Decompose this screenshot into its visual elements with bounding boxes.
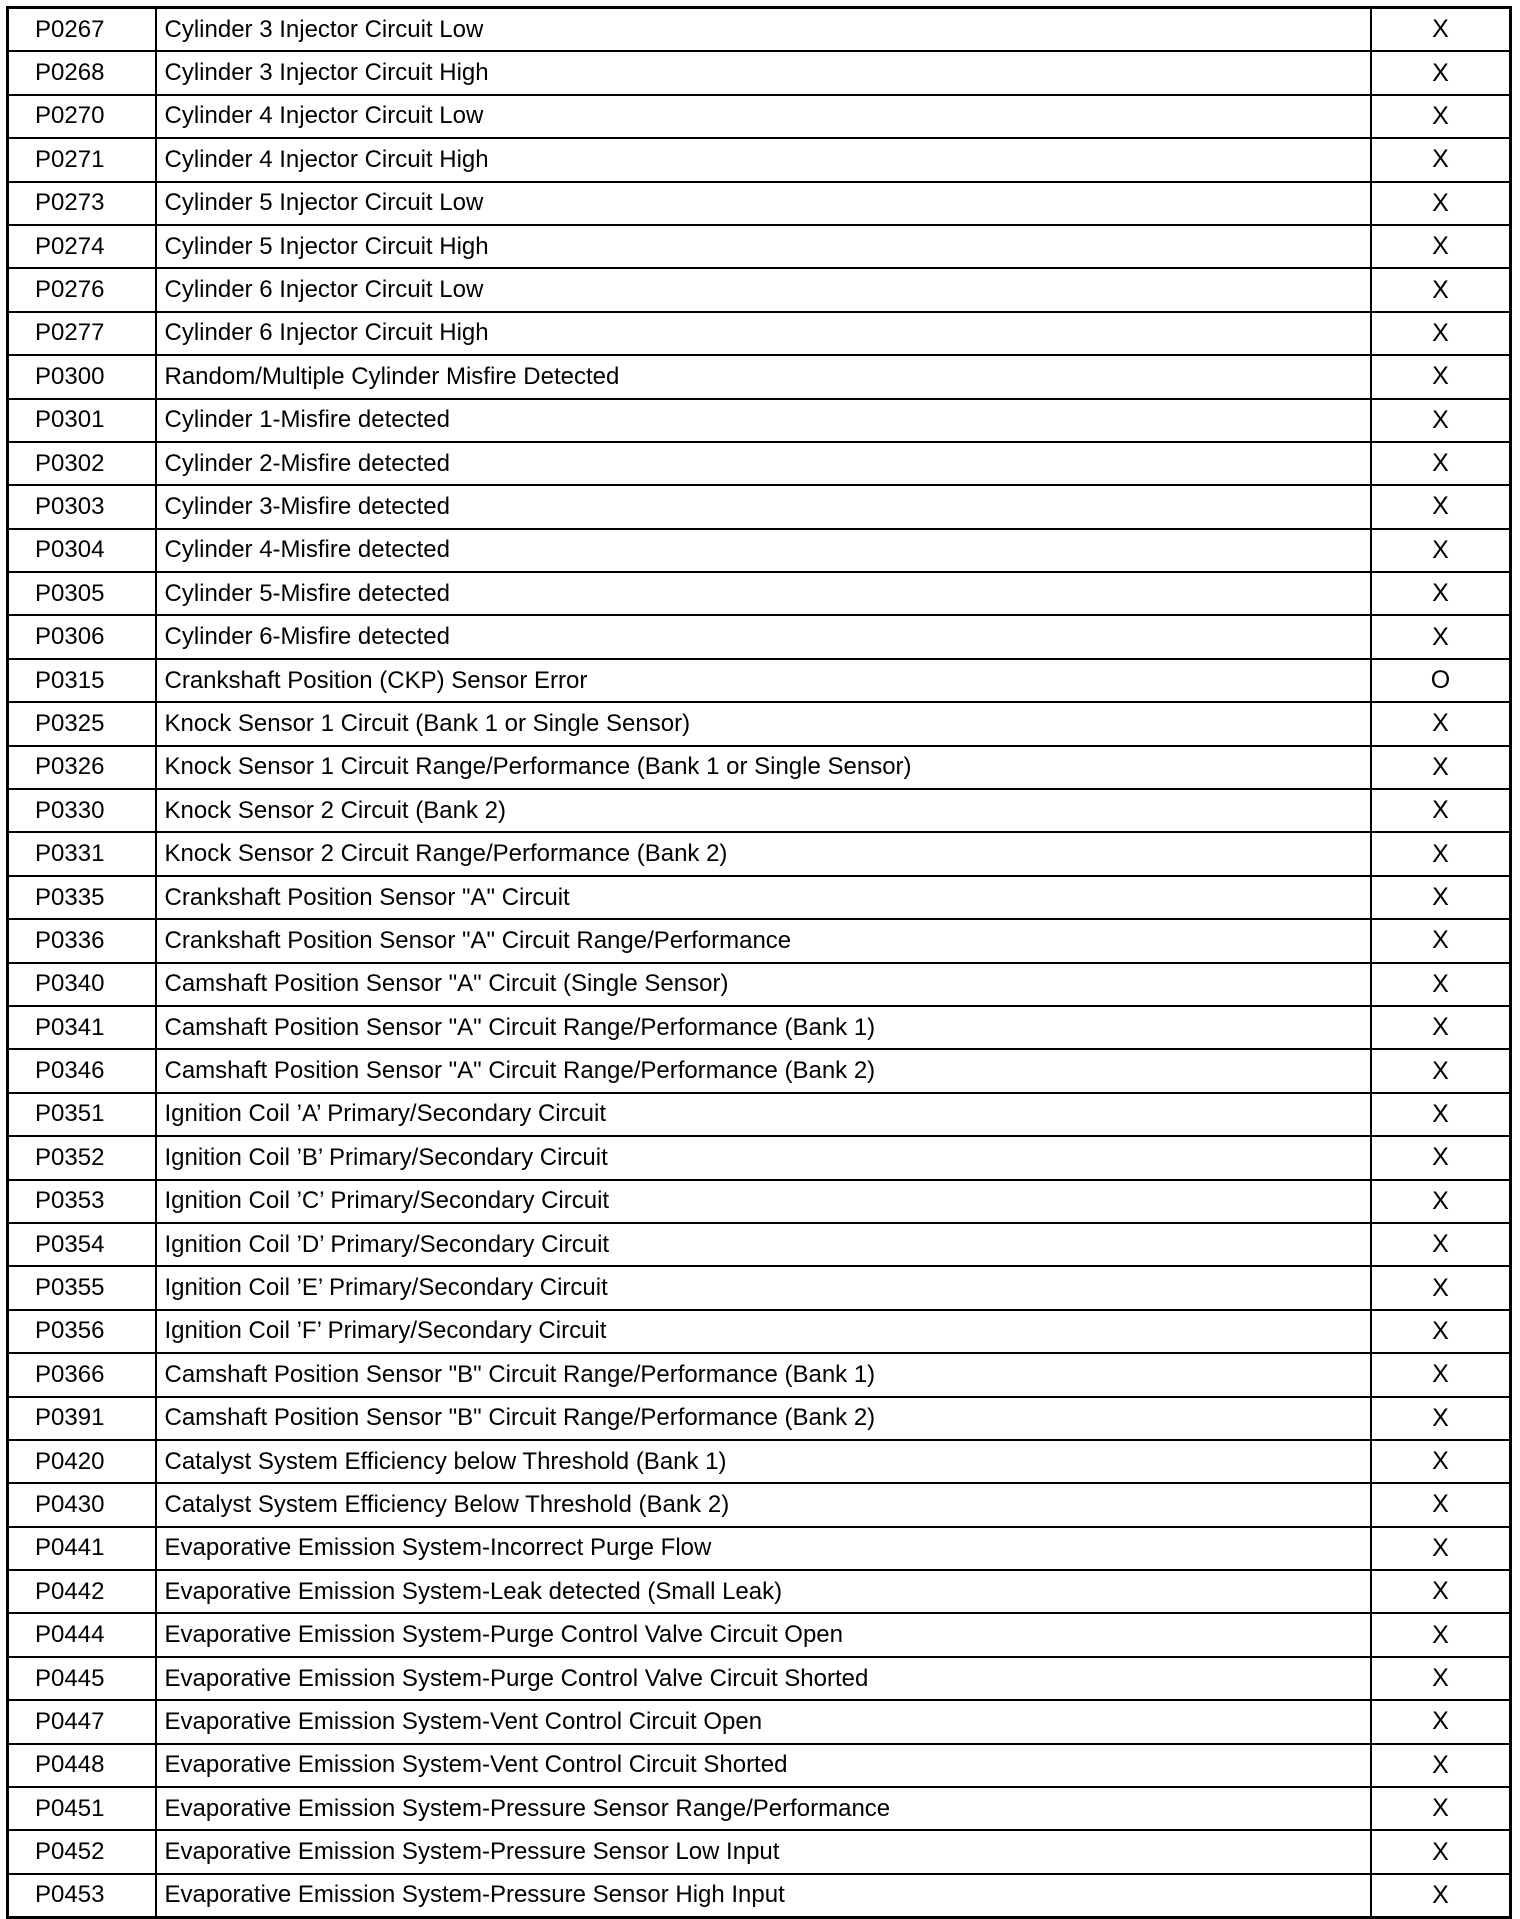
dtc-table-body (8, 8, 1511, 1918)
dtc-description-cell: Cylinder 6 Injector Circuit High (156, 312, 1372, 355)
dtc-description-cell: Ignition Coil ’B’ Primary/Secondary Circuit (156, 1136, 1372, 1179)
dtc-description-cell: Knock Sensor 1 Circuit (Bank 1 or Single Sensor) (156, 702, 1372, 745)
table-row (8, 1093, 1511, 1136)
table-row (8, 1483, 1511, 1526)
table-row (8, 1180, 1511, 1223)
table-row (8, 1830, 1511, 1873)
dtc-mark-cell: X (1371, 1223, 1511, 1266)
dtc-code-cell: P0356 (8, 1310, 156, 1353)
dtc-mark-cell: X (1371, 789, 1511, 832)
dtc-description-cell: Cylinder 4-Misfire detected (156, 529, 1372, 572)
dtc-code-cell: P0441 (8, 1527, 156, 1570)
dtc-description-cell: Camshaft Position Sensor "A" Circuit (Single Sensor) (156, 963, 1372, 1006)
dtc-code-cell: P0305 (8, 572, 156, 615)
table-row (8, 1700, 1511, 1743)
dtc-description-cell: Cylinder 3-Misfire detected (156, 485, 1372, 528)
dtc-mark-cell: X (1371, 355, 1511, 398)
table-row (8, 1570, 1511, 1613)
dtc-code-cell: P0335 (8, 876, 156, 919)
table-row (8, 95, 1511, 138)
dtc-code-cell: P0315 (8, 659, 156, 702)
dtc-code-cell: P0346 (8, 1049, 156, 1092)
dtc-description-cell: Cylinder 6-Misfire detected (156, 615, 1372, 658)
dtc-code-cell: P0447 (8, 1700, 156, 1743)
dtc-description-cell: Crankshaft Position (CKP) Sensor Error (156, 659, 1372, 702)
dtc-description-cell: Ignition Coil ’A’ Primary/Secondary Circuit (156, 1093, 1372, 1136)
dtc-description-cell: Evaporative Emission System-Vent Control Circuit Open (156, 1700, 1372, 1743)
table-row (8, 1613, 1511, 1656)
dtc-description-cell: Cylinder 3 Injector Circuit Low (156, 8, 1372, 52)
dtc-code-cell: P0270 (8, 95, 156, 138)
dtc-mark-cell: X (1371, 182, 1511, 225)
dtc-mark-cell: X (1371, 138, 1511, 181)
table-row (8, 1006, 1511, 1049)
dtc-mark-cell: X (1371, 51, 1511, 94)
dtc-code-cell: P0325 (8, 702, 156, 745)
dtc-description-cell: Evaporative Emission System-Pressure Sensor Range/Performance (156, 1787, 1372, 1830)
dtc-code-cell: P0430 (8, 1483, 156, 1526)
table-row (8, 1049, 1511, 1092)
dtc-mark-cell: X (1371, 746, 1511, 789)
table-row (8, 8, 1511, 52)
table-row (8, 1266, 1511, 1309)
dtc-description-cell: Knock Sensor 1 Circuit Range/Performance (Bank 1 or Single Sensor) (156, 746, 1372, 789)
dtc-description-cell: Knock Sensor 2 Circuit Range/Performance (Bank 2) (156, 832, 1372, 875)
dtc-mark-cell: O (1371, 659, 1511, 702)
dtc-code-cell: P0354 (8, 1223, 156, 1266)
dtc-mark-cell: X (1371, 919, 1511, 962)
dtc-mark-cell: X (1371, 225, 1511, 268)
dtc-mark-cell: X (1371, 1613, 1511, 1656)
dtc-mark-cell: X (1371, 963, 1511, 1006)
dtc-code-cell: P0306 (8, 615, 156, 658)
table-row (8, 919, 1511, 962)
dtc-mark-cell: X (1371, 1006, 1511, 1049)
dtc-code-cell: P0302 (8, 442, 156, 485)
dtc-description-cell: Evaporative Emission System-Vent Control Circuit Shorted (156, 1744, 1372, 1787)
dtc-mark-cell: X (1371, 8, 1511, 52)
dtc-description-cell: Catalyst System Efficiency below Threshold (Bank 1) (156, 1440, 1372, 1483)
dtc-description-cell: Camshaft Position Sensor "A" Circuit Range/Performance (Bank 1) (156, 1006, 1372, 1049)
table-row (8, 746, 1511, 789)
dtc-mark-cell: X (1371, 1310, 1511, 1353)
dtc-mark-cell: X (1371, 1440, 1511, 1483)
table-row (8, 51, 1511, 94)
table-row (8, 1787, 1511, 1830)
table-row (8, 485, 1511, 528)
dtc-code-cell: P0330 (8, 789, 156, 832)
dtc-mark-cell: X (1371, 1527, 1511, 1570)
table-row (8, 1440, 1511, 1483)
table-row (8, 268, 1511, 311)
dtc-mark-cell: X (1371, 268, 1511, 311)
dtc-description-cell: Cylinder 4 Injector Circuit High (156, 138, 1372, 181)
table-row (8, 1223, 1511, 1266)
table-row (8, 572, 1511, 615)
table-row (8, 702, 1511, 745)
dtc-code-cell: P0304 (8, 529, 156, 572)
dtc-mark-cell: X (1371, 876, 1511, 919)
dtc-mark-cell: X (1371, 615, 1511, 658)
table-row (8, 963, 1511, 1006)
dtc-description-cell: Ignition Coil ’F’ Primary/Secondary Circuit (156, 1310, 1372, 1353)
dtc-code-cell: P0355 (8, 1266, 156, 1309)
dtc-description-cell: Cylinder 1-Misfire detected (156, 399, 1372, 442)
table-row (8, 182, 1511, 225)
table-row (8, 1657, 1511, 1700)
dtc-description-cell: Crankshaft Position Sensor "A" Circuit Range/Performance (156, 919, 1372, 962)
table-row (8, 442, 1511, 485)
dtc-mark-cell: X (1371, 1874, 1511, 1918)
dtc-description-cell: Evaporative Emission System-Incorrect Purge Flow (156, 1527, 1372, 1570)
table-row (8, 832, 1511, 875)
dtc-mark-cell: X (1371, 442, 1511, 485)
dtc-mark-cell: X (1371, 1700, 1511, 1743)
dtc-mark-cell: X (1371, 399, 1511, 442)
dtc-mark-cell: X (1371, 529, 1511, 572)
dtc-description-cell: Cylinder 4 Injector Circuit Low (156, 95, 1372, 138)
dtc-description-cell: Cylinder 5 Injector Circuit Low (156, 182, 1372, 225)
dtc-mark-cell: X (1371, 832, 1511, 875)
dtc-mark-cell: X (1371, 1657, 1511, 1700)
dtc-code-cell: P0352 (8, 1136, 156, 1179)
dtc-mark-cell: X (1371, 1093, 1511, 1136)
dtc-description-cell: Evaporative Emission System-Purge Control Valve Circuit Shorted (156, 1657, 1372, 1700)
dtc-code-cell: P0326 (8, 746, 156, 789)
dtc-description-cell: Cylinder 3 Injector Circuit High (156, 51, 1372, 94)
dtc-mark-cell: X (1371, 1787, 1511, 1830)
dtc-description-cell: Knock Sensor 2 Circuit (Bank 2) (156, 789, 1372, 832)
dtc-description-cell: Evaporative Emission System-Purge Control Valve Circuit Open (156, 1613, 1372, 1656)
dtc-mark-cell: X (1371, 1483, 1511, 1526)
dtc-code-cell: P0340 (8, 963, 156, 1006)
table-row (8, 789, 1511, 832)
dtc-description-cell: Cylinder 2-Misfire detected (156, 442, 1372, 485)
dtc-mark-cell: X (1371, 1180, 1511, 1223)
table-row (8, 355, 1511, 398)
dtc-code-cell: P0303 (8, 485, 156, 528)
dtc-description-cell: Camshaft Position Sensor "B" Circuit Range/Performance (Bank 2) (156, 1397, 1372, 1440)
table-row (8, 225, 1511, 268)
dtc-mark-cell: X (1371, 1830, 1511, 1873)
dtc-description-cell: Camshaft Position Sensor "B" Circuit Range/Performance (Bank 1) (156, 1353, 1372, 1396)
dtc-description-cell: Crankshaft Position Sensor "A" Circuit (156, 876, 1372, 919)
dtc-code-cell: P0274 (8, 225, 156, 268)
dtc-mark-cell: X (1371, 1744, 1511, 1787)
dtc-mark-cell: X (1371, 572, 1511, 615)
dtc-code-cell: P0420 (8, 1440, 156, 1483)
table-row (8, 1353, 1511, 1396)
dtc-code-cell: P0277 (8, 312, 156, 355)
dtc-code-cell: P0444 (8, 1613, 156, 1656)
table-row (8, 659, 1511, 702)
dtc-code-cell: P0300 (8, 355, 156, 398)
dtc-code-cell: P0353 (8, 1180, 156, 1223)
dtc-mark-cell: X (1371, 1397, 1511, 1440)
dtc-code-cell: P0273 (8, 182, 156, 225)
dtc-code-cell: P0453 (8, 1874, 156, 1918)
dtc-mark-cell: X (1371, 702, 1511, 745)
dtc-code-cell: P0276 (8, 268, 156, 311)
dtc-mark-cell: X (1371, 1049, 1511, 1092)
dtc-mark-cell: X (1371, 1570, 1511, 1613)
dtc-mark-cell: X (1371, 1353, 1511, 1396)
table-row (8, 1527, 1511, 1570)
dtc-description-cell: Evaporative Emission System-Pressure Sensor Low Input (156, 1830, 1372, 1873)
dtc-description-cell: Cylinder 5 Injector Circuit High (156, 225, 1372, 268)
dtc-mark-cell: X (1371, 1136, 1511, 1179)
dtc-code-cell: P0445 (8, 1657, 156, 1700)
dtc-code-cell: P0366 (8, 1353, 156, 1396)
dtc-code-cell: P0267 (8, 8, 156, 52)
dtc-code-cell: P0268 (8, 51, 156, 94)
table-row (8, 1397, 1511, 1440)
table-row (8, 1136, 1511, 1179)
dtc-description-cell: Cylinder 6 Injector Circuit Low (156, 268, 1372, 311)
dtc-code-cell: P0448 (8, 1744, 156, 1787)
dtc-description-cell: Catalyst System Efficiency Below Threshold (Bank 2) (156, 1483, 1372, 1526)
dtc-code-cell: P0336 (8, 919, 156, 962)
dtc-code-cell: P0271 (8, 138, 156, 181)
dtc-code-cell: P0451 (8, 1787, 156, 1830)
dtc-code-cell: P0452 (8, 1830, 156, 1873)
table-row (8, 1310, 1511, 1353)
dtc-code-cell: P0442 (8, 1570, 156, 1613)
dtc-description-cell: Ignition Coil ’D’ Primary/Secondary Circuit (156, 1223, 1372, 1266)
table-row (8, 1744, 1511, 1787)
dtc-code-cell: P0351 (8, 1093, 156, 1136)
dtc-code-cell: P0301 (8, 399, 156, 442)
table-row (8, 1874, 1511, 1918)
dtc-table (6, 6, 1512, 1919)
dtc-code-cell: P0391 (8, 1397, 156, 1440)
table-row (8, 399, 1511, 442)
dtc-mark-cell: X (1371, 95, 1511, 138)
dtc-mark-cell: X (1371, 312, 1511, 355)
dtc-description-cell: Evaporative Emission System-Pressure Sensor High Input (156, 1874, 1372, 1918)
dtc-code-cell: P0331 (8, 832, 156, 875)
dtc-description-cell: Cylinder 5-Misfire detected (156, 572, 1372, 615)
dtc-description-cell: Random/Multiple Cylinder Misfire Detected (156, 355, 1372, 398)
dtc-description-cell: Ignition Coil ’E’ Primary/Secondary Circuit (156, 1266, 1372, 1309)
table-row (8, 615, 1511, 658)
dtc-description-cell: Ignition Coil ’C’ Primary/Secondary Circuit (156, 1180, 1372, 1223)
table-row (8, 138, 1511, 181)
dtc-mark-cell: X (1371, 1266, 1511, 1309)
table-row (8, 876, 1511, 919)
dtc-mark-cell: X (1371, 485, 1511, 528)
dtc-description-cell: Camshaft Position Sensor "A" Circuit Range/Performance (Bank 2) (156, 1049, 1372, 1092)
table-row (8, 312, 1511, 355)
table-row (8, 529, 1511, 572)
dtc-description-cell: Evaporative Emission System-Leak detected (Small Leak) (156, 1570, 1372, 1613)
dtc-code-cell: P0341 (8, 1006, 156, 1049)
